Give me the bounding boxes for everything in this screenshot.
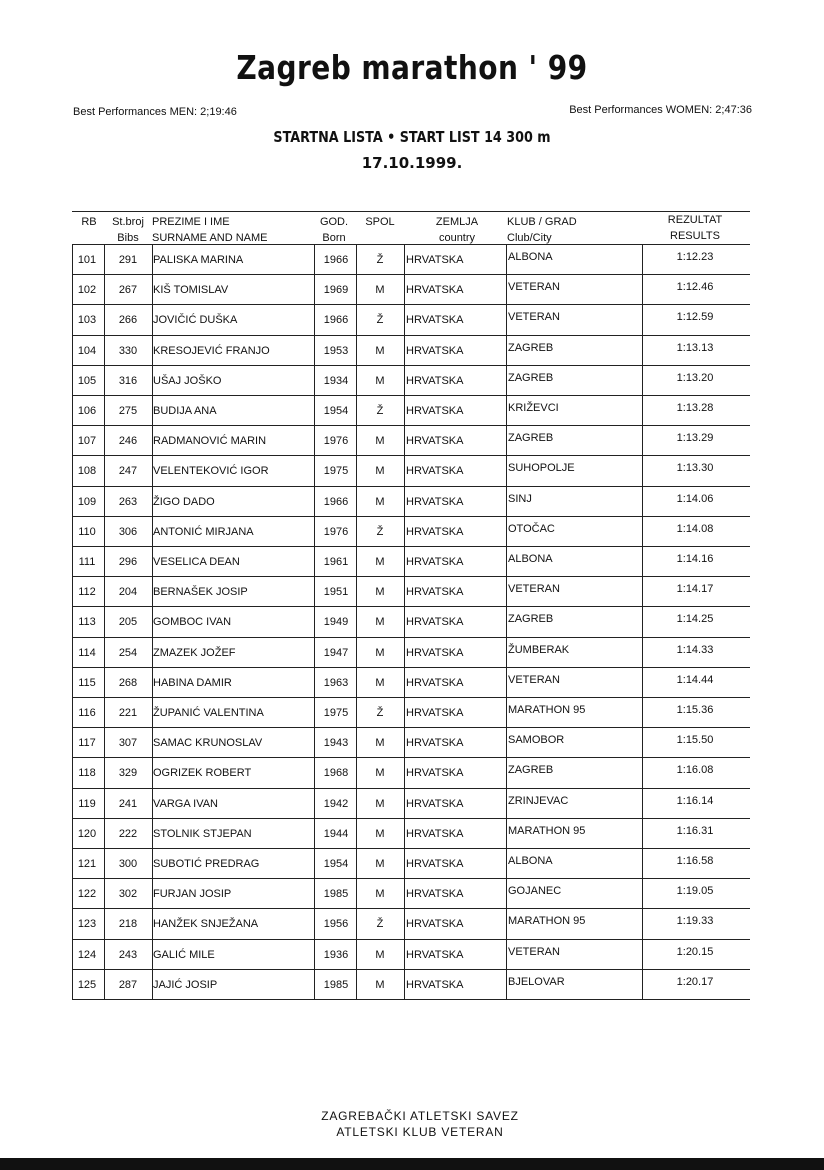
header-result: REZULTAT RESULTS xyxy=(667,214,723,242)
result-cell: 1:14.17 xyxy=(676,583,714,595)
year-cell: 1966 xyxy=(323,496,349,508)
sex-cell: M xyxy=(375,858,385,870)
sex-cell: M xyxy=(375,375,385,387)
sex-cell: Ž xyxy=(376,254,384,266)
rb-cell: 112 xyxy=(78,586,96,598)
rb-cell: 110 xyxy=(78,526,96,538)
row-rule xyxy=(72,335,750,336)
column-rule xyxy=(404,244,405,999)
row-rule xyxy=(72,697,750,698)
result-cell: 1:12.46 xyxy=(676,281,714,293)
rb-cell: 122 xyxy=(77,888,97,900)
country-cell: HRVATSKA xyxy=(406,858,464,870)
rb-cell: 118 xyxy=(78,767,96,779)
sex-cell: M xyxy=(375,737,385,749)
club-cell: ALBONA xyxy=(508,251,553,263)
bib-cell: 291 xyxy=(118,254,138,266)
row-rule xyxy=(72,788,750,789)
result-cell: 1:15.36 xyxy=(676,704,714,716)
result-cell: 1:13.30 xyxy=(676,462,714,474)
club-cell: OTOČAC xyxy=(508,523,555,535)
header-bibs: St.broj Bibs xyxy=(112,216,144,244)
sex-cell: M xyxy=(375,647,385,659)
bib-cell: 316 xyxy=(118,375,138,387)
result-cell: 1:12.59 xyxy=(676,311,714,323)
bib-cell: 263 xyxy=(118,496,138,508)
scan-edge xyxy=(0,1158,824,1170)
column-rule xyxy=(642,244,643,999)
country-cell: HRVATSKA xyxy=(406,496,464,508)
sex-cell: M xyxy=(375,616,385,628)
rb-cell: 124 xyxy=(77,949,97,961)
year-cell: 1943 xyxy=(323,737,349,749)
year-cell: 1985 xyxy=(323,888,349,900)
club-cell: ZAGREB xyxy=(508,372,554,384)
row-rule xyxy=(72,939,750,940)
footer-organizers xyxy=(0,1108,824,1140)
column-rule xyxy=(506,244,507,999)
club-cell: BJELOVAR xyxy=(508,976,565,988)
name-cell: RADMANOVIĆ MARIN xyxy=(153,435,267,447)
year-cell: 1951 xyxy=(323,586,349,598)
result-cell: 1:16.58 xyxy=(676,855,714,867)
start-list-subtitle: STARTNA LISTA • START LIST 14 300 m xyxy=(273,128,551,146)
name-cell: ANTONIĆ MIRJANA xyxy=(153,526,254,538)
row-rule xyxy=(72,667,750,668)
header-country: ZEMLJA country xyxy=(435,216,479,244)
rb-cell: 120 xyxy=(77,828,97,840)
year-cell: 1942 xyxy=(323,798,349,810)
row-rule xyxy=(72,757,750,758)
rb-cell: 123 xyxy=(77,918,97,930)
sex-cell: M xyxy=(375,888,385,900)
header-club: KLUB / GRAD Club/City xyxy=(507,216,577,244)
bib-cell: 302 xyxy=(118,888,138,900)
row-rule xyxy=(72,878,750,879)
row-rule xyxy=(72,365,750,366)
best-performance-men: Best Performances MEN: 2;19:46 xyxy=(73,106,237,118)
country-cell: HRVATSKA xyxy=(406,767,464,779)
sex-cell: M xyxy=(375,828,385,840)
sex-cell: Ž xyxy=(376,918,384,930)
club-cell: MARATHON 95 xyxy=(508,915,586,927)
sex-cell: Ž xyxy=(376,707,384,719)
country-cell: HRVATSKA xyxy=(406,375,464,387)
row-rule xyxy=(72,606,750,607)
rb-cell: 105 xyxy=(77,375,97,387)
country-cell: HRVATSKA xyxy=(406,586,464,598)
row-rule xyxy=(72,304,750,305)
country-cell: HRVATSKA xyxy=(406,345,464,357)
result-cell: 1:13.13 xyxy=(676,342,714,354)
rb-cell: 114 xyxy=(78,647,96,659)
row-rule xyxy=(72,455,750,456)
result-cell: 1:14.25 xyxy=(676,613,714,625)
name-cell: GOMBOC IVAN xyxy=(153,616,232,628)
result-cell: 1:13.20 xyxy=(676,372,714,384)
rb-cell: 111 xyxy=(78,556,96,568)
row-rule xyxy=(72,637,750,638)
rb-cell: 103 xyxy=(77,314,97,326)
result-cell: 1:15.50 xyxy=(676,734,714,746)
country-cell: HRVATSKA xyxy=(406,526,464,538)
name-cell: HANŽEK SNJEŽANA xyxy=(153,918,259,930)
club-cell: SUHOPOLJE xyxy=(508,462,575,474)
bib-cell: 243 xyxy=(118,949,138,961)
header-name: PREZIME I IME SURNAME AND NAME xyxy=(152,216,268,244)
result-cell: 1:19.05 xyxy=(676,885,714,897)
year-cell: 1963 xyxy=(323,677,349,689)
rb-cell: 106 xyxy=(77,405,97,417)
year-cell: 1976 xyxy=(323,526,349,538)
country-cell: HRVATSKA xyxy=(406,556,464,568)
result-cell: 1:14.06 xyxy=(676,493,714,505)
sex-cell: M xyxy=(375,767,385,779)
result-cell: 1:16.14 xyxy=(676,795,714,807)
bib-cell: 300 xyxy=(118,858,138,870)
country-cell: HRVATSKA xyxy=(406,798,464,810)
sex-cell: M xyxy=(375,435,385,447)
row-rule xyxy=(72,908,750,909)
country-cell: HRVATSKA xyxy=(406,314,464,326)
bib-cell: 222 xyxy=(118,828,138,840)
result-cell: 1:13.29 xyxy=(676,432,714,444)
year-cell: 1953 xyxy=(323,345,349,357)
year-cell: 1976 xyxy=(323,435,349,447)
row-rule xyxy=(72,969,750,970)
name-cell: PALISKA MARINA xyxy=(153,254,244,266)
country-cell: HRVATSKA xyxy=(406,979,464,991)
result-cell: 1:14.44 xyxy=(676,674,714,686)
best-performance-women: Best Performances WOMEN: 2;47:36 xyxy=(569,104,752,116)
bib-cell: 221 xyxy=(118,707,138,719)
year-cell: 1956 xyxy=(323,918,349,930)
result-cell: 1:20.17 xyxy=(676,976,714,988)
row-rule xyxy=(72,244,750,245)
rb-cell: 108 xyxy=(77,465,97,477)
result-cell: 1:12.23 xyxy=(676,251,714,263)
column-rule xyxy=(314,244,315,999)
bib-cell: 247 xyxy=(118,465,138,477)
bib-cell: 307 xyxy=(118,737,138,749)
result-cell: 1:14.33 xyxy=(676,644,714,656)
result-cell: 1:20.15 xyxy=(676,946,714,958)
row-rule xyxy=(72,425,750,426)
sex-cell: M xyxy=(375,949,385,961)
name-cell: VARGA IVAN xyxy=(153,798,219,810)
name-cell: OGRIZEK ROBERT xyxy=(153,767,252,779)
club-cell: VETERAN xyxy=(508,946,560,958)
rb-cell: 104 xyxy=(77,345,97,357)
row-rule xyxy=(72,576,750,577)
bib-cell: 241 xyxy=(118,798,138,810)
club-cell: MARATHON 95 xyxy=(508,825,586,837)
sex-cell: M xyxy=(375,284,385,296)
rb-cell: 117 xyxy=(78,737,96,749)
bib-cell: 218 xyxy=(118,918,138,930)
rb-cell: 121 xyxy=(77,858,97,870)
header-sex: SPOL xyxy=(365,216,395,228)
header-rb: RB xyxy=(81,216,97,228)
name-cell: HABINA DAMIR xyxy=(153,677,232,689)
name-cell: FURJAN JOSIP xyxy=(153,888,232,900)
year-cell: 1975 xyxy=(323,465,349,477)
club-cell: ZRINJEVAC xyxy=(508,795,569,807)
year-cell: 1944 xyxy=(323,828,349,840)
sex-cell: M xyxy=(375,586,385,598)
rb-cell: 102 xyxy=(77,284,97,296)
bib-cell: 246 xyxy=(118,435,138,447)
result-cell: 1:13.28 xyxy=(676,402,714,414)
name-cell: SAMAC KRUNOSLAV xyxy=(153,737,263,749)
bib-cell: 205 xyxy=(118,616,138,628)
club-cell: ZAGREB xyxy=(508,432,554,444)
year-cell: 1954 xyxy=(323,858,349,870)
row-rule xyxy=(72,727,750,728)
row-rule xyxy=(72,818,750,819)
year-cell: 1947 xyxy=(323,647,349,659)
year-cell: 1975 xyxy=(323,707,349,719)
sex-cell: M xyxy=(375,677,385,689)
name-cell: BUDIJA ANA xyxy=(153,405,217,417)
sex-cell: Ž xyxy=(376,526,384,538)
year-cell: 1934 xyxy=(323,375,349,387)
country-cell: HRVATSKA xyxy=(406,284,464,296)
year-cell: 1969 xyxy=(323,284,349,296)
column-rule xyxy=(356,244,357,999)
row-rule xyxy=(72,999,750,1000)
name-cell: STOLNIK STJEPAN xyxy=(153,828,252,840)
year-cell: 1961 xyxy=(323,556,349,568)
rb-cell: 116 xyxy=(78,707,96,719)
result-cell: 1:16.08 xyxy=(676,764,714,776)
bib-cell: 254 xyxy=(118,647,138,659)
footer-line-1: ZAGREBAČKI ATLETSKI SAVEZ xyxy=(321,1109,519,1123)
club-cell: ALBONA xyxy=(508,553,553,565)
club-cell: ALBONA xyxy=(508,855,553,867)
bib-cell: 296 xyxy=(118,556,138,568)
footer-line-2: ATLETSKI KLUB VETERAN xyxy=(336,1125,504,1139)
page-title: Zagreb marathon ' 99 xyxy=(236,48,588,87)
country-cell: HRVATSKA xyxy=(406,465,464,477)
club-cell: ŽUMBERAK xyxy=(508,644,570,656)
country-cell: HRVATSKA xyxy=(406,707,464,719)
rb-cell: 119 xyxy=(78,798,96,810)
year-cell: 1968 xyxy=(323,767,349,779)
name-cell: ZMAZEK JOŽEF xyxy=(153,647,236,659)
country-cell: HRVATSKA xyxy=(406,949,464,961)
name-cell: ŽIGO DADO xyxy=(153,496,215,508)
country-cell: HRVATSKA xyxy=(406,405,464,417)
name-cell: ŽUPANIĆ VALENTINA xyxy=(153,707,264,719)
bib-cell: 329 xyxy=(118,767,138,779)
club-cell: VETERAN xyxy=(508,281,560,293)
club-cell: ZAGREB xyxy=(508,342,554,354)
row-rule xyxy=(72,274,750,275)
club-cell: ZAGREB xyxy=(508,764,554,776)
name-cell: VESELICA DEAN xyxy=(153,556,240,568)
bib-cell: 268 xyxy=(118,677,138,689)
country-cell: HRVATSKA xyxy=(406,918,464,930)
sex-cell: Ž xyxy=(376,314,384,326)
name-cell: VELENTEKOVIĆ IGOR xyxy=(153,465,269,477)
result-cell: 1:14.08 xyxy=(676,523,714,535)
rb-cell: 109 xyxy=(77,496,97,508)
sex-cell: M xyxy=(375,798,385,810)
row-rule xyxy=(72,395,750,396)
table-top-rule xyxy=(72,211,750,212)
year-cell: 1936 xyxy=(323,949,349,961)
club-cell: ZAGREB xyxy=(508,613,554,625)
year-cell: 1966 xyxy=(323,314,349,326)
name-cell: SUBOTIĆ PREDRAG xyxy=(153,858,260,870)
bib-cell: 267 xyxy=(118,284,138,296)
name-cell: GALIĆ MILE xyxy=(153,949,215,961)
country-cell: HRVATSKA xyxy=(406,828,464,840)
bib-cell: 204 xyxy=(118,586,138,598)
year-cell: 1949 xyxy=(323,616,349,628)
sex-cell: M xyxy=(375,496,385,508)
bib-cell: 306 xyxy=(118,526,138,538)
race-date: 17.10.1999. xyxy=(361,154,463,172)
sex-cell: M xyxy=(375,556,385,568)
rb-cell: 107 xyxy=(77,435,97,447)
club-cell: GOJANEC xyxy=(508,885,562,897)
header-year: GOD. Born xyxy=(319,216,349,244)
name-cell: KIŠ TOMISLAV xyxy=(153,284,229,296)
country-cell: HRVATSKA xyxy=(406,616,464,628)
name-cell: JAJIĆ JOSIP xyxy=(153,979,218,991)
result-cell: 1:19.33 xyxy=(676,915,714,927)
sex-cell: M xyxy=(375,345,385,357)
bib-cell: 275 xyxy=(118,405,138,417)
row-rule xyxy=(72,546,750,547)
sex-cell: Ž xyxy=(376,405,384,417)
club-cell: KRIŽEVCI xyxy=(508,402,559,414)
bib-cell: 330 xyxy=(118,345,138,357)
club-cell: VETERAN xyxy=(508,311,560,323)
country-cell: HRVATSKA xyxy=(406,647,464,659)
sex-cell: M xyxy=(375,979,385,991)
name-cell: JOVIČIĆ DUŠKA xyxy=(153,314,238,326)
bib-cell: 266 xyxy=(118,314,138,326)
year-cell: 1966 xyxy=(323,254,349,266)
country-cell: HRVATSKA xyxy=(406,254,464,266)
rb-cell: 125 xyxy=(77,979,97,991)
rb-cell: 115 xyxy=(78,677,96,689)
club-cell: VETERAN xyxy=(508,674,560,686)
row-rule xyxy=(72,486,750,487)
row-rule xyxy=(72,848,750,849)
club-cell: SAMOBOR xyxy=(508,734,565,746)
country-cell: HRVATSKA xyxy=(406,737,464,749)
result-cell: 1:16.31 xyxy=(676,825,714,837)
country-cell: HRVATSKA xyxy=(406,677,464,689)
row-rule xyxy=(72,516,750,517)
name-cell: KRESOJEVIĆ FRANJO xyxy=(153,345,270,357)
club-cell: MARATHON 95 xyxy=(508,704,586,716)
club-cell: VETERAN xyxy=(508,583,560,595)
year-cell: 1985 xyxy=(323,979,349,991)
club-cell: SINJ xyxy=(508,493,532,505)
bib-cell: 287 xyxy=(118,979,138,991)
rb-cell: 101 xyxy=(77,254,97,266)
country-cell: HRVATSKA xyxy=(406,435,464,447)
sex-cell: M xyxy=(375,465,385,477)
name-cell: UŠAJ JOŠKO xyxy=(153,375,222,387)
name-cell: BERNAŠEK JOSIP xyxy=(153,586,248,598)
year-cell: 1954 xyxy=(323,405,349,417)
result-cell: 1:14.16 xyxy=(676,553,714,565)
country-cell: HRVATSKA xyxy=(406,888,464,900)
rb-cell: 113 xyxy=(78,616,96,628)
